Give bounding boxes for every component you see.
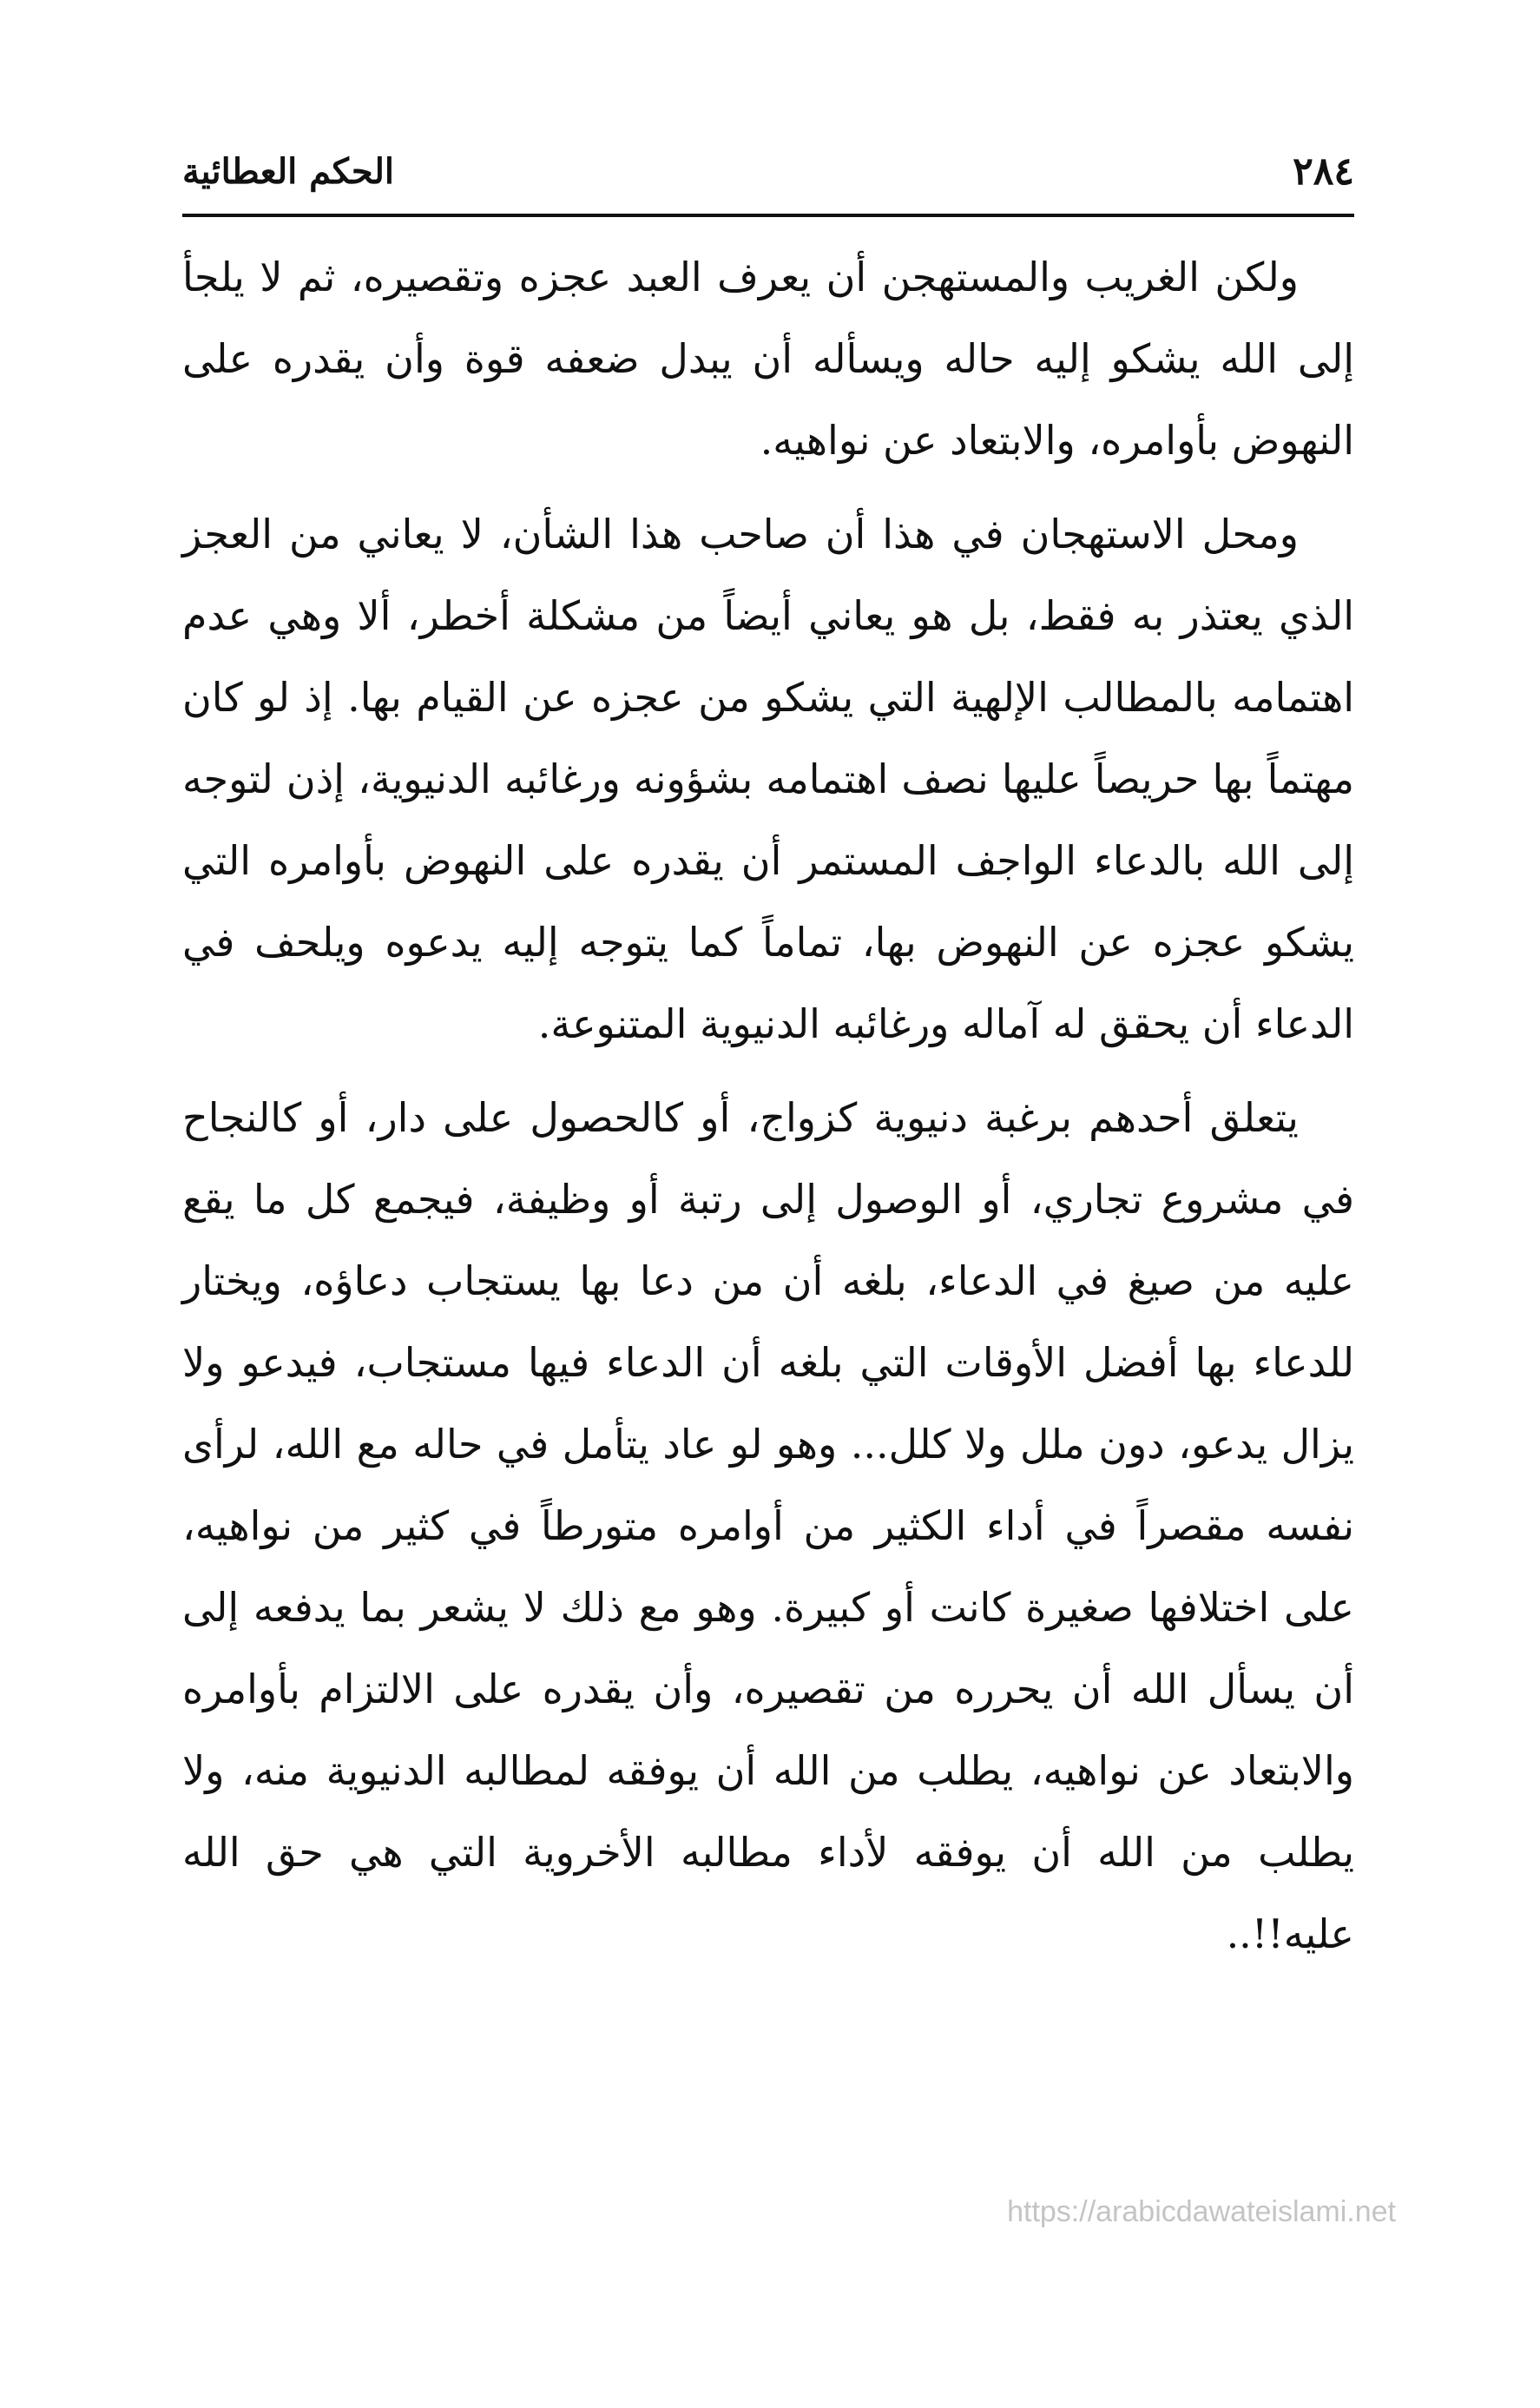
- page-number: ٢٨٤: [1293, 149, 1354, 194]
- page-header: [182, 146, 1354, 207]
- watermark-url: https://arabicdawateislami.net: [1007, 2195, 1396, 2228]
- paragraph-2: ومحل الاستهجان في هذا أن صاحب هذا الشأن، لا يعاني من العجز الذي يعتذر به فقط، بل هو يعاني أيضاً من مشكلة أخطر، ألا وهي عدم اهتمامه بالمطالب الإلهية التي يشكو من عجزه عن القيام بها. إذ لو كان مهتماً بها حريصاً عليها نصف اهتمامه بشؤونه ورغائبه الدنيوية، إذن لتوجه إلى الله بالدعاء الواجف المستمر أن يقدره على النهوض بأوامره التي يشكو عجزه عن النهوض بها، تماماً كما يتوجه إليه يدعوه ويلحف في الدعاء أن يحقق له آماله ورغائبه الدنيوية المتنوعة.: [182, 511, 1354, 1047]
- running-title: الحكم العطائية: [182, 151, 395, 192]
- body-text: [182, 236, 1354, 1987]
- paragraph-3: يتعلق أحدهم برغبة دنيوية كزواج، أو كالحصول على دار، أو كالنجاح في مشروع تجاري، أو الوصول إلى رتبة أو وظيفة، فيجمع كل ما يقع عليه من صيغ في الدعاء، بلغه أن من دعا بها يستجاب دعاؤه، ويختار للدعاء بها أفضل الأوقات التي بلغه أن الدعاء فيها مستجاب، فيدعو ولا يزال يدعو، دون ملل ولا كلل... وهو لو عاد يتأمل في حاله مع الله، لرأى نفسه مقصراً في أداء الكثير من أوامره متورطاً في كثير من نواهيه، على اختلافها صغيرة كانت أو كبيرة. وهو مع ذلك لا يشعر بما يدفعه إلى أن يسأل الله أن يحرره من تقصيره، وأن يقدره على الالتزام بأوامره والابتعاد عن نواهيه، يطلب من الله أن يوفقه لمطالبه الدنيوية منه، ولا يطلب من الله أن يوفقه لأداء مطالبه الأخروية التي هي حق الله عليه!!..: [182, 1094, 1354, 1957]
- paragraph-1: ولكن الغريب والمستهجن أن يعرف العبد عجزه وتقصيره، ثم لا يلجأ إلى الله يشكو إليه حاله ويسأله أن يبدل ضعفه قوة وأن يقدره على النهوض بأوامره، والابتعاد عن نواهيه.: [182, 254, 1354, 464]
- header-rule: [182, 214, 1354, 217]
